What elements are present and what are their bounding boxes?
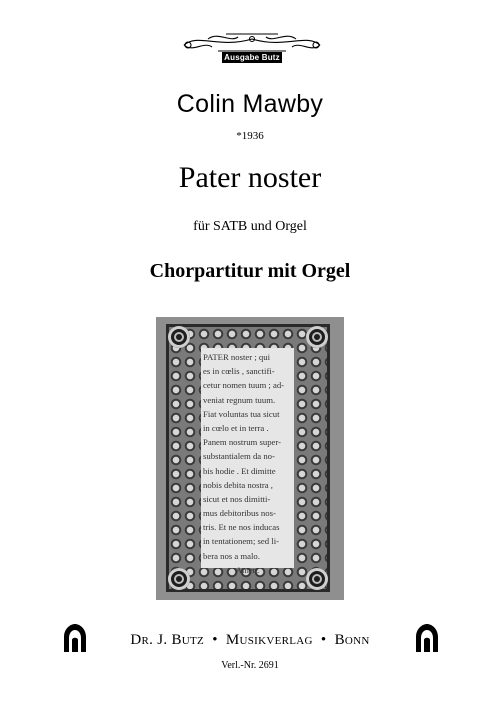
publisher-banner: [178, 29, 326, 65]
footer-separator: •: [212, 632, 218, 648]
plaque-frame: [166, 324, 330, 592]
plaque-text-panel: [201, 348, 294, 575]
plaque-line: Amen.: [235, 564, 260, 575]
plaque-line: tris. Et ne nos inducas: [203, 522, 280, 533]
rosette-icon: [168, 568, 190, 590]
publisher-name: Musikverlag: [225, 632, 313, 648]
plaque-line: Fiat voluntas tua sicut: [203, 408, 280, 419]
edition-type: Chorpartitur mit Orgel: [149, 260, 351, 282]
plaque-line: mus debitoribus nos-: [203, 508, 276, 519]
publisher-city: Bonn: [334, 632, 370, 648]
composer-name: Colin Mawby: [176, 90, 324, 118]
cover-image-tile-plaque: [156, 317, 344, 600]
plaque-line: in cœlo et in terra .: [203, 422, 269, 433]
rosette-icon: [168, 326, 190, 348]
plaque-line: in tentationem; sed li-: [203, 536, 279, 547]
banner-label: Ausgabe Butz: [222, 52, 282, 63]
gothic-arch-icon: [414, 623, 440, 653]
plaque-line: substantialem da no-: [203, 451, 275, 462]
rosette-icon: [306, 568, 328, 590]
plaque-line: es in cœlis , sanctifi-: [203, 366, 275, 377]
publisher-initials: Dr. J. Butz: [130, 632, 205, 648]
plaque-line: sicut et nos dimitti-: [203, 493, 271, 504]
composer-birth-year: *1936: [236, 130, 264, 142]
rosette-icon: [306, 326, 328, 348]
work-scoring: für SATB und Orgel: [193, 219, 307, 234]
plaque-line: cetur nomen tuum ; ad-: [203, 380, 285, 391]
catalog-number: Verl.-Nr. 2691: [221, 660, 279, 671]
plaque-line: bis hodie . Et dimitte: [203, 465, 276, 476]
plaque-line: veniat regnum tuum.: [203, 394, 276, 405]
plaque-line: nobis debita nostra ,: [203, 479, 273, 490]
footer-separator: •: [320, 632, 327, 648]
work-title: Pater noster: [178, 161, 322, 194]
plaque-line: bera nos a malo.: [203, 550, 260, 561]
plaque-line: Panem nostrum super-: [203, 437, 282, 448]
plaque-line: PATER noster ; qui: [203, 352, 271, 362]
